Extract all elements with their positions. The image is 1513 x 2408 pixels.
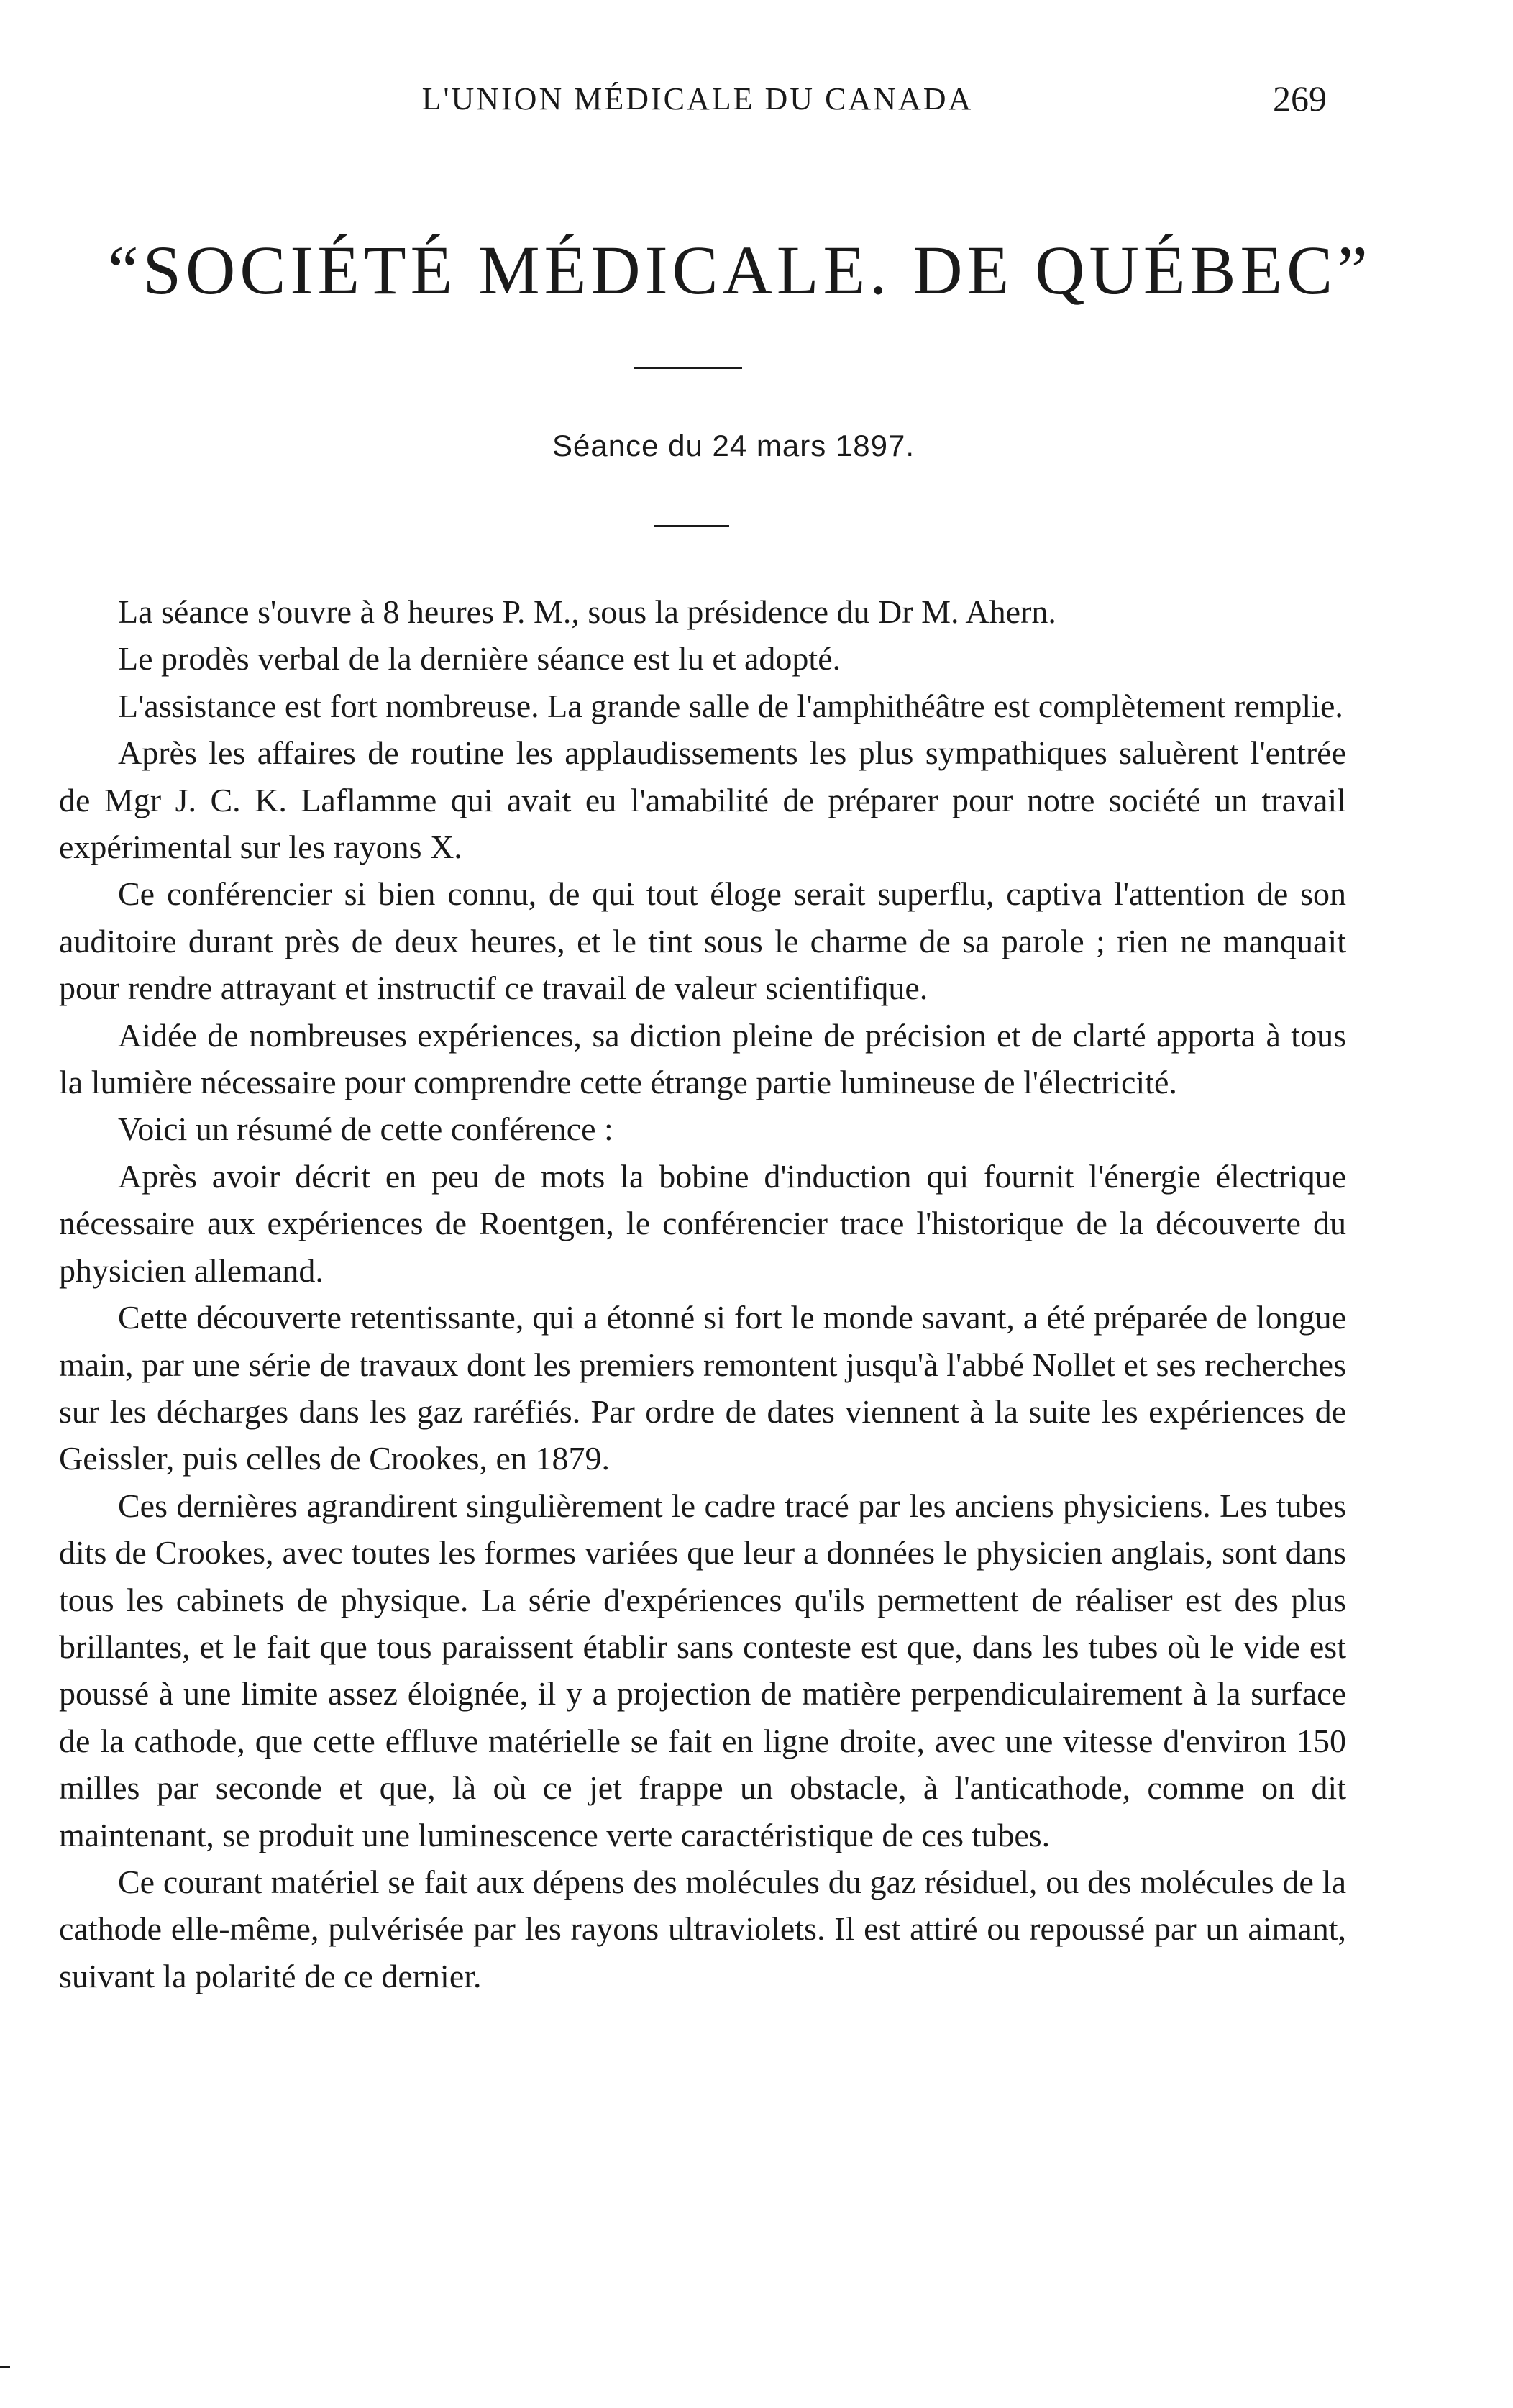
paragraph: Aidée de nombreuses expériences, sa diction pleine de précision et de clarté apporta à tous la lumière nécessaire pour comprendre cette étrange partie lumineuse de l'électricité. [59,1016,1346,1101]
paragraph: Après les affaires de routine les applaudissements les plus sympathiques saluèrent l'entrée de Mgr J. C. K. Laflamme qui avait eu l'amabilité de préparer pour notre société un travail expérimental sur les rayons X. [59,734,1346,866]
subtitle-divider-rule [654,525,729,527]
paragraph: L'assistance est fort nombreuse. La grande salle de l'amphithéâtre est complètement remplie. [118,687,1343,724]
running-header-title: L'UNION MÉDICALE DU CANADA [421,81,974,117]
paragraph: Ce courant matériel se fait aux dépens des molécules du gaz résiduel, ou des molécules de la cathode elle-même, pulvérisée par les rayons ultraviolets. Il est attiré ou repoussé par un aimant, suivant la polarité de ce dernier. [59,1863,1346,1994]
paragraph: Après avoir décrit en peu de mots la bobine d'induction qui fournit l'énergie électrique nécessaire aux expériences de Roentgen, le conférencier trace l'historique de la découverte du physicien allemand. [59,1157,1346,1289]
paragraph: Le prodès verbal de la dernière séance est lu et adopté. [118,640,841,678]
article-title: “SOCIÉTÉ MÉDICALE. DE QUÉBEC” [108,232,1372,309]
title-divider-rule [634,367,742,369]
paragraph: Voici un résumé de cette conférence : [118,1110,613,1148]
page-number: 269 [1273,78,1327,119]
paragraph: Ce conférencier si bien connu, de qui tout éloge serait superflu, captiva l'attention de son auditoire durant près de deux heures, et le tint sous le charme de sa parole ; rien ne manquait pour rendre attrayant et instructif ce travail de valeur scientifique. [59,875,1346,1007]
paragraph: Cette découverte retentissante, qui a étonné si fort le monde savant, a été préparée de longue main, par une série de travaux dont les premiers remontent jusqu'à l'abbé Nollet et ses recherches sur les décharges dans les gaz raréfiés. Par ordre de dates viennent à la suite les expériences de Geissler, puis celles de Crookes, en 1879. [59,1299,1346,1477]
paragraph: La séance s'ouvre à 8 heures P. M., sous la présidence du Dr M. Ahern. [118,593,1056,630]
paragraph: Ces dernières agrandirent singulièrement le cadre tracé par les anciens physiciens. Les tubes dits de Crookes, avec toutes les formes variées que leur a données le physicien anglais, sont dans tous les cabinets de physique. La série d'expériences qu'ils permettent de réaliser est des plus brillantes, et le fait que tous paraissent établir sans conteste est que, dans les tubes où le vide est poussé à une limite assez éloignée, il y a projection de matière perpendiculairement à la surface de la cathode, que cette effluve matérielle se fait en ligne droite, avec une vitesse d'environ 150 milles par seconde et que, là où ce jet frappe un obstacle, à l'anticathode, comme on dit maintenant, se produit une luminescence verte caractéristique de ces tubes. [59,1487,1346,1853]
session-date-subtitle: Séance du 24 mars 1897. [552,429,915,462]
article-body [59,588,1346,1999]
margin-mark [0,2366,10,2368]
